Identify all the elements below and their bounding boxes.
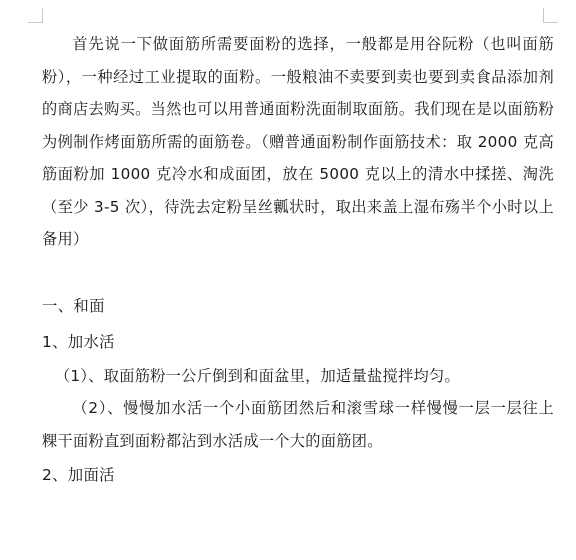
document-body [42, 28, 554, 493]
intro-paragraph: 首先说一下做面筋所需要面粉的选择，一般都是用谷阮粉（也叫面筋粉），一种经过工业提取的面粉。一般粮油不卖要到卖也要到卖食品添加剂的商店去购买。当然也可以用普通面粉洗面制取面筋。我们现在是以面筋粉为例制作烤面筋所需的面筋卷。（赠普通面粉制作面筋技术：取 2000 克高筋面粉加 1000 克冷水和成面团，放在 5000 克以上的清水中揉搓、淘洗（至少 3-5 次），待洗去定粉呈丝瓤状时，取出来盖上湿布殇半个小时以上备用） [42, 35, 554, 248]
step-2-paragraph: （2）、慢慢加水活一个小面筋团然后和滚雪球一样慢慢一层一层往上粿干面粉直到面粉都沾到水活成一个大的面筋团。 [42, 399, 554, 450]
subsection-heading-add-water: 1、加水活 [42, 332, 115, 351]
step-1-paragraph: （1）、取面筋粉一公斤倒到和面盆里，加适量盐搅拌均匀。 [54, 366, 460, 385]
blank-line [42, 256, 554, 288]
subsection-heading-add-flour: 2、加面活 [42, 466, 115, 484]
margin-corner-mark-right [543, 8, 558, 23]
section-heading-mixing: 一、和面 [42, 296, 105, 315]
margin-corner-mark-left [28, 8, 43, 23]
